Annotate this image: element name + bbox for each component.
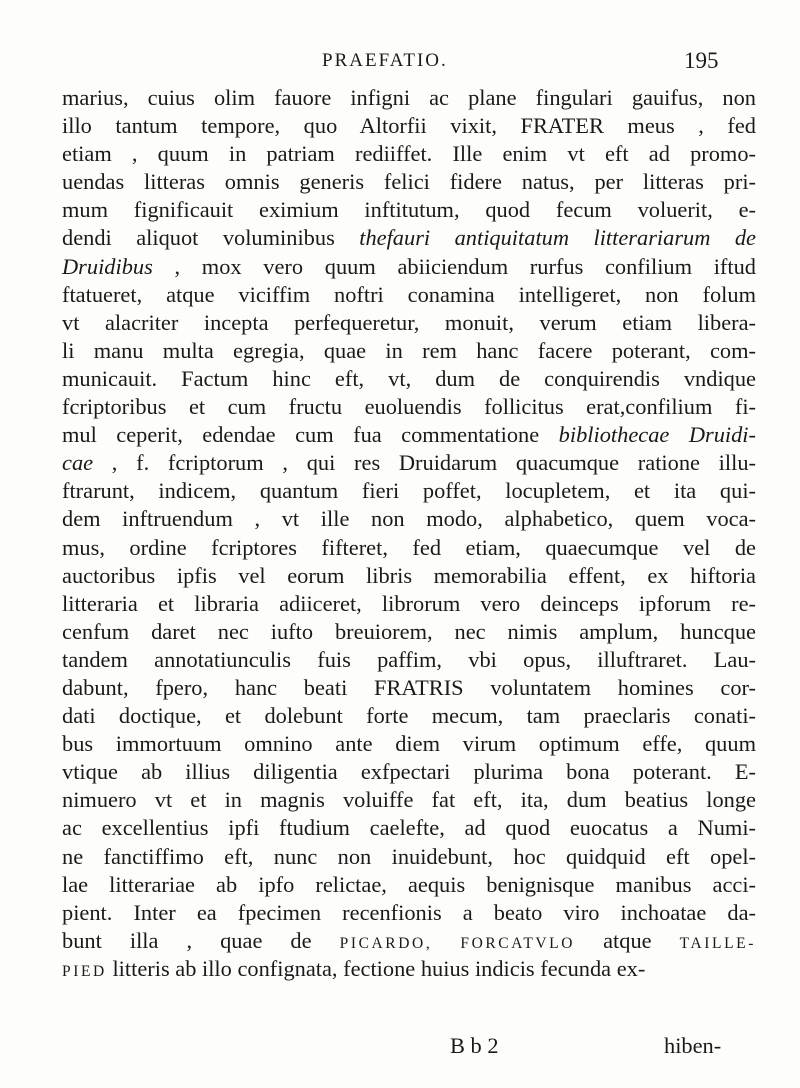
text-segment: vt alacriter incepta perfequeretur, monuit, verum etiam libera- [62, 309, 756, 335]
text-line [62, 196, 756, 224]
text-segment: dendi aliquot voluminibus [62, 225, 360, 251]
text-line [62, 477, 756, 505]
text-segment: dati doctique, et dolebunt forte mecum, tam praeclaris conati- [62, 703, 756, 729]
text-line [62, 590, 756, 618]
text-line [62, 393, 756, 421]
text-segment: , mox vero quum abiiciendum rurfus confilium iftud [152, 253, 756, 279]
text-line [62, 224, 756, 252]
text-line [62, 730, 756, 758]
text-segment: atque [575, 927, 680, 953]
text-segment: uendas litteras omnis generis felici fidere natus, per litteras pri- [62, 169, 756, 195]
text-line [62, 365, 756, 393]
text-line [62, 674, 756, 702]
text-line [62, 449, 756, 477]
text-segment: lae litterariae ab ipfo relictae, aequis benignisque manibus acci- [62, 871, 756, 897]
text-line [62, 281, 756, 309]
page-footer [0, 1033, 800, 1063]
text-line [62, 337, 756, 365]
text-line [62, 786, 756, 814]
text-segment: mul ceperit, edendae cum fua commentatione [62, 422, 559, 448]
text-segment: ne fanctiffimo eft, nunc non inuidebunt, hoc quidquid eft opel- [62, 843, 756, 869]
text-segment: li manu multa egregia, quae in rem hanc facere poterant, com- [62, 337, 756, 363]
text-segment: litteris ab illo confignata, fectione huius indicis fecunda ex- [106, 955, 646, 981]
text-line [62, 534, 756, 562]
text-line [62, 843, 756, 871]
text-segment: cenfum daret nec iufto breuiorem, nec nimis amplum, huncque [62, 618, 756, 644]
text-segment: tandem annotatiunculis fuis paffim, vbi opus, illuftraret. Lau- [62, 646, 756, 672]
text-line [62, 899, 756, 927]
text-line [62, 927, 756, 955]
text-line [62, 871, 756, 899]
text-line [62, 140, 756, 168]
text-segment [432, 928, 460, 953]
text-line [62, 168, 756, 196]
text-segment: dabunt, fpero, hanc beati FRATRIS voluntatem homines cor- [62, 674, 756, 700]
text-segment: etiam , quum in patriam rediiffet. Ille enim vt eft ad promo- [62, 141, 756, 167]
text-segment: ftatueret, atque viciffim noftri conamina intelligeret, non folum [62, 281, 756, 307]
text-line [62, 505, 756, 533]
signature-mark: B b 2 [450, 1033, 499, 1058]
text-line [62, 702, 756, 730]
text-line [62, 955, 756, 983]
text-segment: auctoribus ipfis vel eorum libris memorabilia effent, ex hiftoria [62, 562, 756, 588]
small-caps-text: TAILLE- [679, 934, 756, 952]
text-segment: municauit. Factum hinc eft, vt, dum de conquirendis vndique [62, 365, 756, 391]
text-line [62, 562, 756, 590]
text-segment: ac excellentius ipfi ftudium caelefte, ad quod euocatus a Numi- [62, 815, 756, 841]
text-line [62, 814, 756, 842]
text-line [62, 309, 756, 337]
text-segment: bus immortuum omnino ante diem virum optimum effe, quum [62, 731, 756, 757]
italic-text: thefauri antiquitatum litterariarum de [359, 225, 756, 251]
text-segment: bunt illa , quae de [62, 927, 340, 953]
running-head [0, 44, 800, 74]
text-line [62, 84, 756, 112]
text-line [62, 112, 756, 140]
text-segment: vtique ab illius diligentia exfpectari plurima bona poterant. E- [62, 759, 756, 785]
page-number: 195 [684, 48, 719, 73]
text-segment: fcriptoribus et cum fructu euoluendis follicitus erat,confilium fi- [62, 394, 756, 420]
text-segment: , f. fcriptorum , qui res Druidarum quacumque ratione illu- [93, 450, 756, 476]
text-segment: pient. Inter ea fpecimen recenfionis a beato viro inchoatae da- [62, 899, 756, 925]
text-line [62, 758, 756, 786]
text-segment: nimuero vt et in magnis voluiffe fat eft, ita, dum beatius longe [62, 787, 756, 813]
text-line [62, 253, 756, 281]
text-segment: ftrarunt, indicem, quantum fieri poffet, locupletem, et ita qui- [62, 478, 756, 504]
text-line [62, 618, 756, 646]
text-line [62, 646, 756, 674]
text-segment: mum fignificauit eximium inftitutum, quod fecum voluerit, e- [62, 197, 756, 223]
italic-text: Druidibus [62, 253, 153, 279]
text-segment: litteraria et libraria adiiceret, librorum vero deinceps ipforum re- [62, 590, 756, 616]
small-caps-text: PIED [62, 962, 107, 980]
text-segment: mus, ordine fcriptores fifteret, fed etiam, quaecumque vel de [62, 534, 756, 560]
catchword: hiben- [664, 1033, 722, 1058]
text-line [62, 421, 756, 449]
small-caps-text: FORCATVLO [460, 934, 576, 952]
italic-text: bibliothecae Druidi- [558, 422, 756, 448]
running-title: PRAEFATIO. [322, 50, 448, 71]
italic-text: cae [62, 450, 94, 476]
text-segment: illo tantum tempore, quo Altorfii vixit, FRATER meus , fed [62, 113, 756, 139]
small-caps-text: PICARDO, [339, 934, 433, 952]
text-segment: dem inftruendum , vt ille non modo, alphabetico, quem voca- [62, 506, 756, 532]
text-segment: marius, cuius olim fauore infigni ac plane fingulari gauifus, non [62, 85, 756, 110]
body-text [62, 84, 756, 983]
